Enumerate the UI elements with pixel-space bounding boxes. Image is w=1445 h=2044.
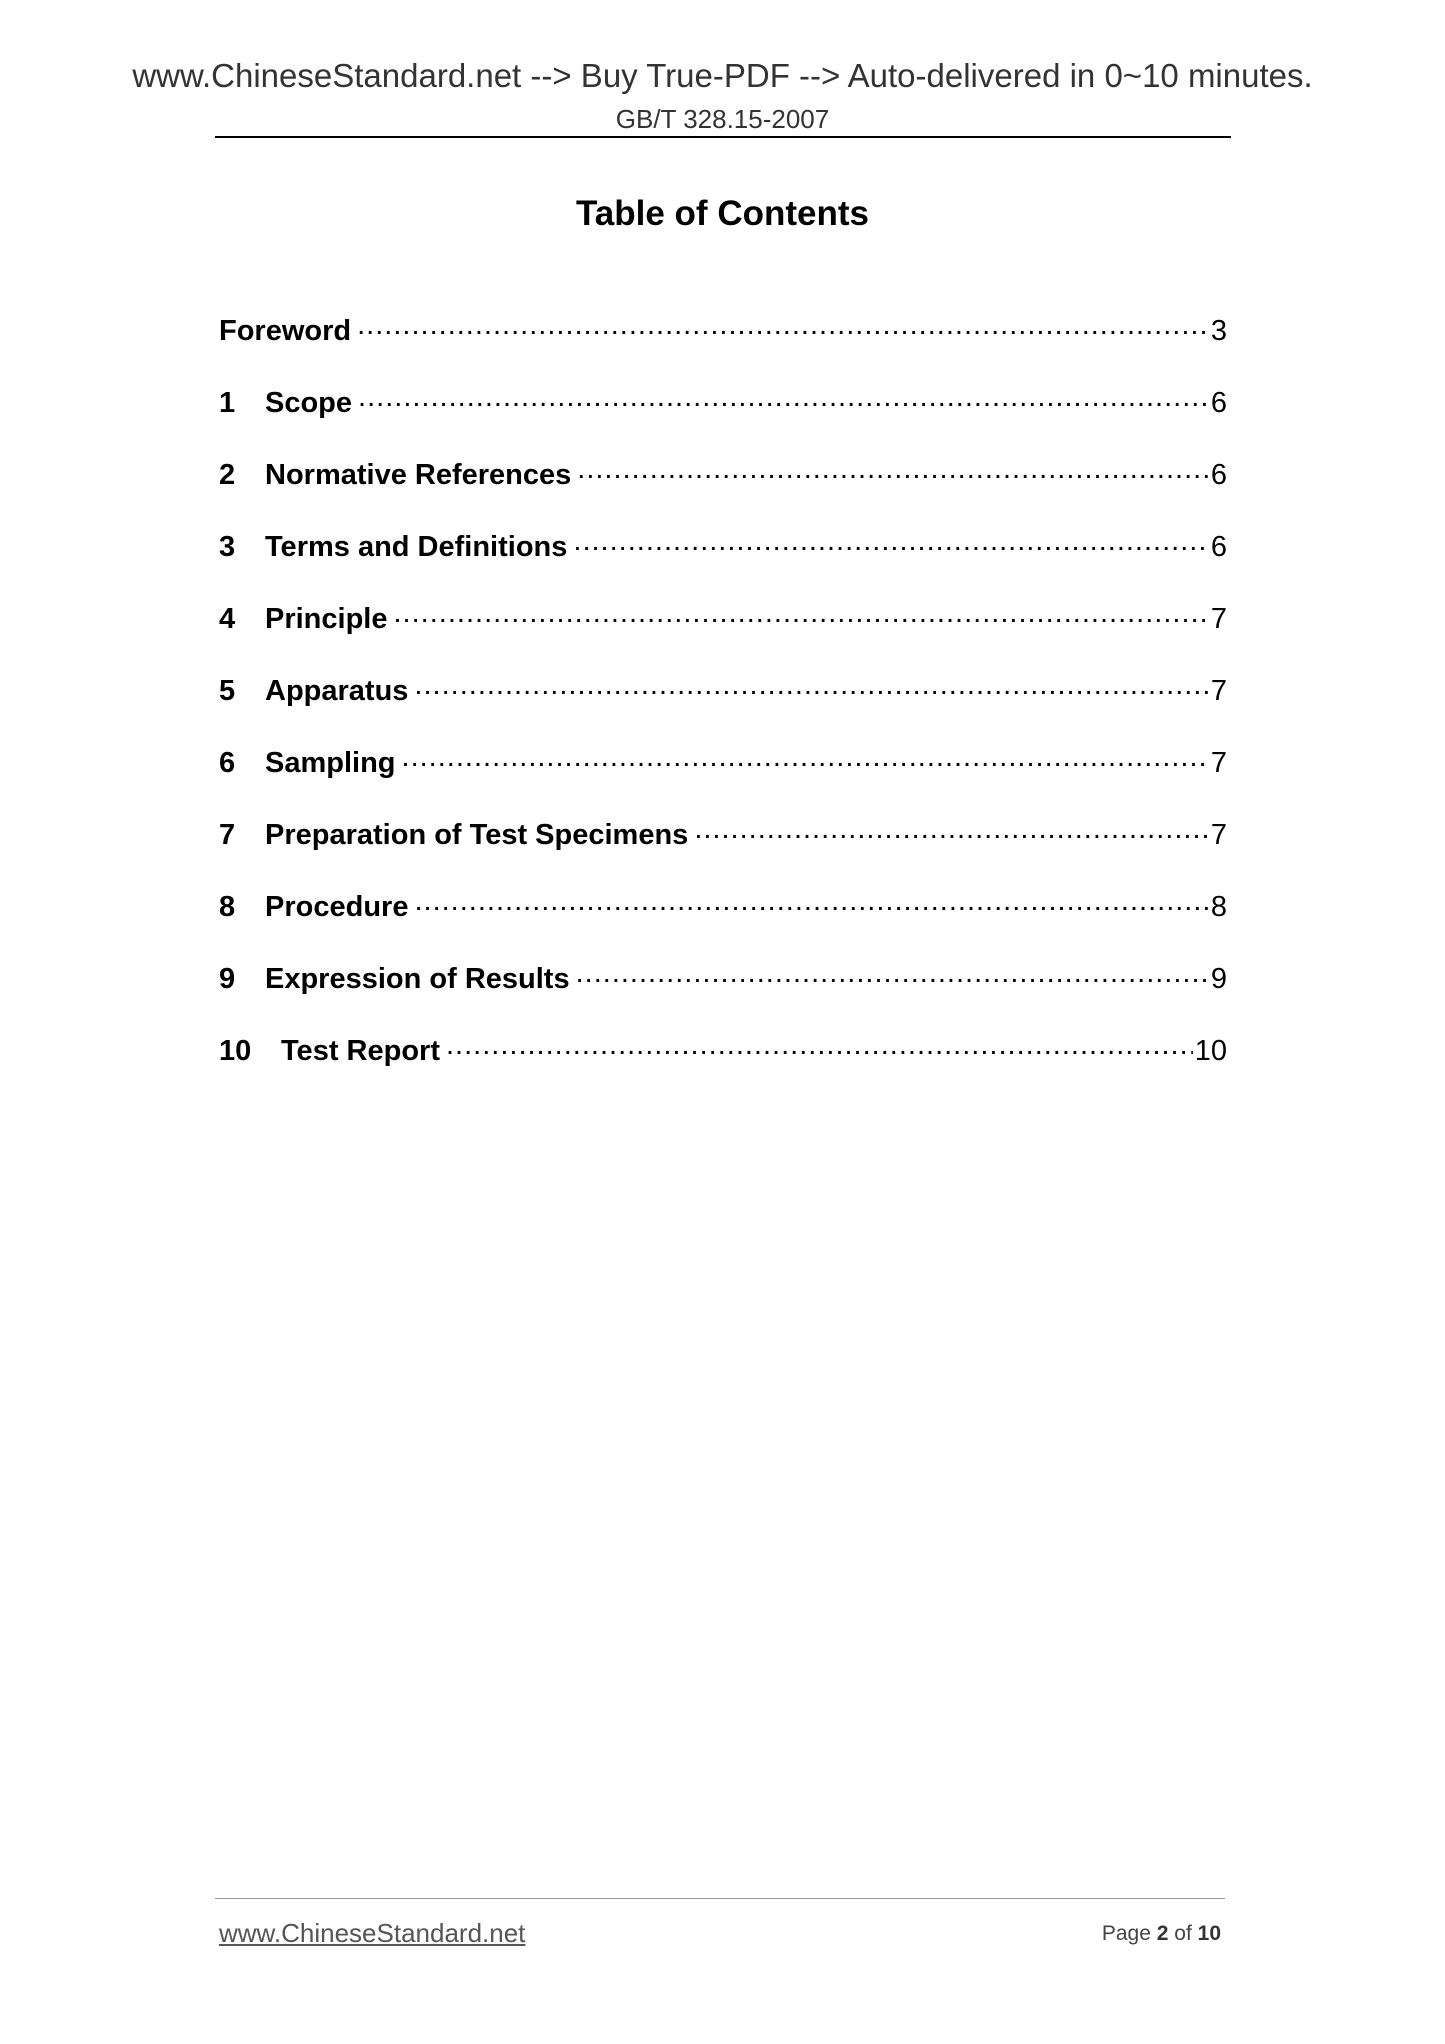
toc-entry-foreword[interactable] bbox=[219, 310, 1227, 382]
toc-entry-number: 10 bbox=[219, 1035, 252, 1067]
toc-entry-title: Expression of Results bbox=[265, 963, 570, 995]
toc-entry-title: Terms and Definitions bbox=[265, 531, 568, 563]
page-title: Table of Contents bbox=[576, 194, 869, 233]
toc-entry-title: Sampling bbox=[265, 747, 396, 779]
toc-entry-page: 6 bbox=[1210, 531, 1227, 563]
page-number bbox=[1102, 1920, 1221, 1948]
toc-entry-sampling[interactable] bbox=[219, 742, 1227, 814]
toc-entry-page: 10 bbox=[1194, 1035, 1227, 1067]
site-banner: www.ChineseStandard.net --> Buy True-PDF --> Auto-delivered in 0~10 minutes. bbox=[132, 57, 1313, 94]
toc-entry-number: 2 bbox=[219, 459, 236, 491]
toc-entry-test-report[interactable] bbox=[219, 1030, 1227, 1102]
standard-code: GB/T 328.15-2007 bbox=[615, 104, 830, 134]
dot-leader bbox=[446, 1030, 1193, 1060]
toc-entry-preparation-of-test-specimens[interactable] bbox=[219, 814, 1227, 886]
toc-entry-number: 1 bbox=[219, 387, 236, 419]
toc-entry-title: Principle bbox=[265, 603, 388, 635]
toc-entry-scope[interactable] bbox=[219, 382, 1227, 454]
toc-entry-page: 8 bbox=[1210, 891, 1227, 923]
toc-entry-page: 7 bbox=[1210, 819, 1227, 851]
page-of: of bbox=[1174, 1922, 1192, 1945]
toc-entry-title: Test Report bbox=[281, 1035, 440, 1067]
toc-entry-title: Scope bbox=[265, 387, 353, 419]
table-of-contents bbox=[219, 310, 1227, 1102]
page-current: 2 bbox=[1156, 1922, 1169, 1945]
toc-entry-expression-of-results[interactable] bbox=[219, 958, 1227, 1030]
toc-entry-number: 8 bbox=[219, 891, 236, 923]
dot-leader bbox=[414, 670, 1208, 700]
toc-entry-number: 9 bbox=[219, 963, 236, 995]
dot-leader bbox=[577, 454, 1209, 484]
page-total: 10 bbox=[1197, 1922, 1221, 1945]
toc-entry-title: Normative References bbox=[265, 459, 572, 491]
toc-entry-number: 5 bbox=[219, 675, 236, 707]
toc-entry-page: 6 bbox=[1210, 459, 1227, 491]
toc-entry-page: 9 bbox=[1210, 963, 1227, 995]
toc-entry-page: 7 bbox=[1210, 675, 1227, 707]
toc-entry-procedure[interactable] bbox=[219, 886, 1227, 958]
toc-entry-number: 3 bbox=[219, 531, 236, 563]
toc-entry-title: Procedure bbox=[265, 891, 409, 923]
dot-leader bbox=[576, 958, 1209, 988]
footer-website-link[interactable]: www.ChineseStandard.net bbox=[219, 1918, 526, 1948]
toc-entry-page: 6 bbox=[1210, 387, 1227, 419]
toc-entry-terms-and-definitions[interactable] bbox=[219, 526, 1227, 598]
dot-leader bbox=[694, 814, 1209, 844]
toc-entry-normative-references[interactable] bbox=[219, 454, 1227, 526]
toc-entry-title: Apparatus bbox=[265, 675, 409, 707]
dot-leader bbox=[358, 382, 1209, 412]
dot-leader bbox=[357, 310, 1209, 340]
toc-entry-page: 3 bbox=[1210, 315, 1227, 347]
footer-divider bbox=[215, 1898, 1225, 1899]
toc-entry-number: 4 bbox=[219, 603, 236, 635]
toc-entry-page: 7 bbox=[1210, 747, 1227, 779]
dot-leader bbox=[394, 598, 1209, 628]
toc-entry-title: Preparation of Test Specimens bbox=[265, 819, 689, 851]
toc-entry-principle[interactable] bbox=[219, 598, 1227, 670]
toc-entry-apparatus[interactable] bbox=[219, 670, 1227, 742]
page-prefix: Page bbox=[1101, 1922, 1151, 1945]
dot-leader bbox=[573, 526, 1208, 556]
toc-entry-number: 6 bbox=[219, 747, 236, 779]
toc-entry-page: 7 bbox=[1210, 603, 1227, 635]
dot-leader bbox=[414, 886, 1208, 916]
header-divider bbox=[215, 136, 1231, 138]
dot-leader bbox=[402, 742, 1209, 772]
toc-entry-number: 7 bbox=[219, 819, 236, 851]
toc-entry-title: Foreword bbox=[219, 315, 352, 347]
